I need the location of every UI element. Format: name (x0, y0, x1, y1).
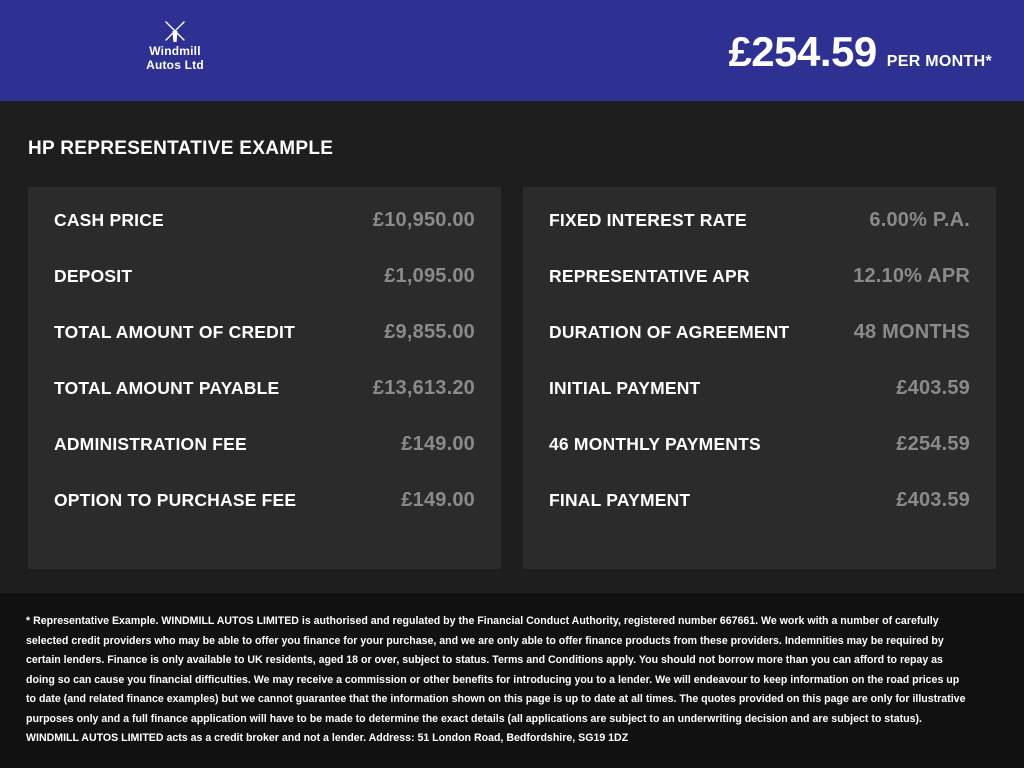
table-row (54, 265, 475, 321)
row-value: £403.59 (896, 489, 970, 511)
row-label: INITIAL PAYMENT (549, 378, 701, 398)
row-label: CASH PRICE (54, 210, 164, 230)
table-row (549, 377, 970, 433)
row-label: FINAL PAYMENT (549, 490, 691, 510)
finance-panel-right (523, 187, 996, 569)
row-value: £254.59 (896, 433, 970, 455)
row-label: 46 MONTHLY PAYMENTS (549, 434, 761, 454)
table-row (54, 433, 475, 489)
brand-name-line-2: Autos Ltd (146, 58, 204, 72)
page-title: HP REPRESENTATIVE EXAMPLE (28, 138, 334, 159)
row-label: REPRESENTATIVE APR (549, 266, 750, 286)
finance-panel-left (28, 187, 501, 569)
table-row (549, 321, 970, 377)
row-label: TOTAL AMOUNT OF CREDIT (54, 322, 295, 342)
monthly-price (728, 28, 992, 76)
disclaimer-text: * Representative Example. WINDMILL AUTOS LIMITED is authorised and regulated by the Financial Conduct Authority, registered number 667661. We work with a number of carefully selected credit providers who may be able to offer you finance for your purchase, and we are only able to offer finance products from these providers. Indemnities may be required by certain lenders. Finance is only available to UK residents, aged 18 or over, subject to status. Terms and Conditions apply. You should not borrow more than you can afford to repay as doing so can cause you financial difficulties. We may receive a commission or other benefits for introducing you to a lender. We will endeavour to keep information on the road prices up to date (and related finance examples) but we cannot guarantee that the information shown on this page is up to date at all times. The quotes provided on this page are only for illustrative purposes only and a full finance application will have to be made to determine the exact details (all applications are subject to an underwriting decision and are subject to status). WINDMILL AUTOS LIMITED acts as a credit broker and not a lender. Address: 51 London Road, Bedfordshire, SG19 1DZ (26, 615, 966, 744)
table-row (549, 489, 970, 545)
row-value: 6.00% P.A. (869, 209, 970, 231)
row-value: £1,095.00 (384, 265, 475, 287)
table-row (549, 265, 970, 321)
finance-details-panels (28, 187, 996, 569)
table-row (549, 433, 970, 489)
row-value: £10,950.00 (372, 209, 475, 231)
row-label: TOTAL AMOUNT PAYABLE (54, 378, 280, 398)
price-amount: £254.59 (728, 28, 877, 75)
row-label: DEPOSIT (54, 266, 133, 286)
row-label: ADMINISTRATION FEE (54, 434, 247, 454)
row-value: 48 MONTHS (853, 321, 970, 343)
brand-name-line-1: Windmill (149, 44, 201, 58)
row-value: £149.00 (401, 433, 475, 455)
row-label: FIXED INTEREST RATE (549, 210, 747, 230)
table-row (54, 377, 475, 433)
row-value: 12.10% APR (853, 265, 970, 287)
footer-disclaimer (0, 593, 1024, 768)
row-value: £149.00 (401, 489, 475, 511)
table-row (549, 209, 970, 265)
row-value: £403.59 (896, 377, 970, 399)
table-row (54, 321, 475, 377)
page-header (0, 0, 1024, 101)
windmill-icon (140, 18, 210, 44)
row-value: £9,855.00 (384, 321, 475, 343)
row-label: OPTION TO PURCHASE FEE (54, 490, 297, 510)
row-label: DURATION OF AGREEMENT (549, 322, 790, 342)
table-row (54, 209, 475, 265)
table-row (54, 489, 475, 545)
brand-logo (140, 18, 210, 72)
row-value: £13,613.20 (372, 377, 475, 399)
price-period: PER MONTH* (886, 53, 992, 70)
